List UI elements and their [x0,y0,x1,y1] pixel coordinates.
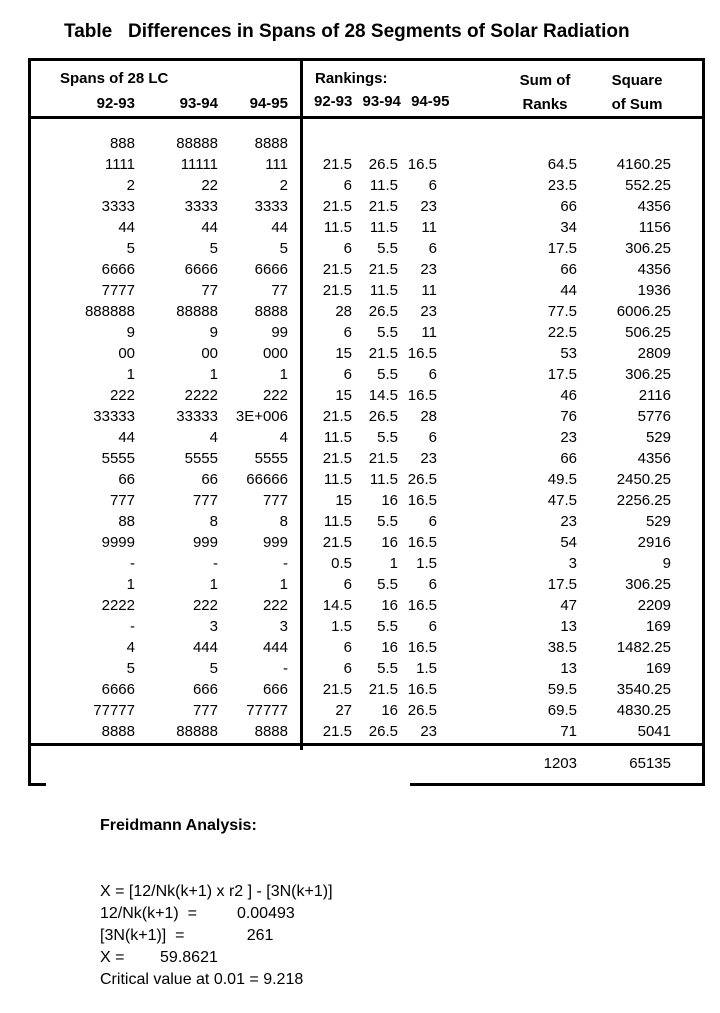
span-92-93-cell: 00 [118,345,135,362]
square-of-sum-cell: 3540.25 [616,681,671,698]
square-of-sum-header-line1: Square [611,72,663,89]
span-94-95-cell: 1 [279,576,288,593]
span-92-93-cell: - [130,618,135,635]
rank-92-93-cell: 1.5 [331,618,352,635]
square-of-sum-cell: 6006.25 [616,303,671,320]
rank-94-95-cell: 6 [428,618,437,635]
sum-of-ranks-header-line2: Ranks [522,96,568,113]
square-of-sum-cell: 2209 [637,597,671,614]
span-92-93-cell: 5 [126,660,135,677]
rank-92-93-cell: 11.5 [323,471,352,488]
span-92-93-cell: 2 [126,177,135,194]
rank-94-95-cell: 6 [428,177,437,194]
rank-92-93-cell: 28 [335,303,352,320]
table-row [31,175,671,196]
span-93-94-cell: 2222 [184,387,218,404]
sum-of-ranks-cell: 69.5 [547,702,577,719]
span-93-94-cell: 88888 [176,135,218,152]
rank-93-94-cell: 26.5 [368,723,398,740]
sum-of-ranks-cell: 47 [560,597,577,614]
rank-92-93-cell: 21.5 [322,534,352,551]
rank-93-94-cell: 5.5 [377,240,398,257]
rank-94-95-cell: 23 [420,450,437,467]
rank-93-94-cell: 16 [381,597,398,614]
square-of-sum-cell: 2116 [638,387,671,404]
table-row [31,448,671,469]
rank-93-94-cell: 5.5 [377,513,398,530]
table-row [31,322,671,343]
span-94-95-cell: 222 [262,387,288,404]
square-of-sum-cell: 1482.25 [616,639,671,656]
table-row [31,301,671,322]
rank-93-94-cell: 21.5 [368,681,398,698]
span-94-95-cell: 5 [279,240,288,257]
span-94-95-cell: 77777 [246,702,288,719]
table-row [31,616,671,637]
span-94-95-cell: 222 [262,597,288,614]
analysis-line: 12/Nk(k+1) = 0.00493 [100,905,295,922]
span-94-95-cell: 66666 [246,471,288,488]
friedmann-analysis-block [100,771,333,1013]
sum-of-ranks-cell: 76 [560,408,577,425]
rank-93-94-cell: 21.5 [368,198,398,215]
square-of-sum-cell: 5776 [637,408,671,425]
square-of-sum-cell: 5041 [637,723,671,740]
span-94-95-cell: 8888 [254,723,288,740]
square-of-sum-cell: 529 [645,513,671,530]
table-row [31,595,671,616]
square-of-sum-cell: 552.25 [625,177,671,194]
span-92-93-cell: - [130,555,135,572]
sum-of-ranks-cell: 66 [560,261,577,278]
span-92-93-cell: 9999 [101,534,135,551]
span-92-93-cell: 3333 [101,198,135,215]
analysis-lines [100,881,333,991]
sum-of-ranks-cell [437,133,577,154]
sum-of-ranks-cell: 46 [560,387,577,404]
span-92-93-cell: 888888 [84,303,135,320]
square-of-sum-cell: 2450.25 [616,471,671,488]
rank-94-95-cell: 11 [421,282,437,299]
rankings-col-headers: 92-93 93-94 94-95 [314,93,450,110]
rank-94-95-cell: 26.5 [407,702,437,719]
span-93-94-cell: 1 [209,366,218,383]
span-93-94-cell: 5 [209,240,218,257]
sum-of-ranks-cell: 13 [560,618,577,635]
span-94-95-cell: 8 [279,513,288,530]
span-93-94-cell: 88888 [176,303,218,320]
span-94-95-cell: 8888 [254,303,288,320]
square-of-sum-cell: 2809 [637,345,671,362]
rank-93-94-cell: 11.5 [369,219,398,236]
rank-94-95-cell: 16.5 [407,597,437,614]
rank-94-95-cell: 26.5 [407,471,437,488]
span-94-95-cell: 666 [262,681,288,698]
sum-of-ranks-cell: 3 [568,555,577,572]
sum-of-ranks-cell: 23 [560,513,577,530]
span-92-93-cell: 888 [109,135,135,152]
rank-94-95-cell: 6 [428,429,437,446]
table-row [31,406,671,427]
table-row [31,217,671,238]
rank-94-95-cell: 11 [421,324,437,341]
table-row [31,679,671,700]
span-93-94-cell: 777 [192,492,218,509]
span-94-95-cell: 3333 [254,198,288,215]
square-of-sum-cell: 506.25 [625,324,671,341]
square-of-sum-cell: 4356 [637,261,671,278]
span-92-93-cell: 9 [126,324,135,341]
table-row [31,364,671,385]
span-92-93-cell: 88 [118,513,135,530]
table-row [31,427,671,448]
sum-of-ranks-cell: 54 [560,534,577,551]
rank-93-94-cell: 11.5 [369,471,398,488]
square-of-sum-cell: 306.25 [625,576,671,593]
span-94-95-cell: - [283,660,288,677]
sum-of-ranks-header [505,69,585,117]
span-92-93-cell: 1 [126,576,135,593]
rank-94-95-cell: 16.5 [407,156,437,173]
span-93-94-cell: 66 [201,471,218,488]
sum-of-ranks-total: 1203 [543,755,577,772]
rank-94-95-cell: 23 [420,198,437,215]
rank-93-94-cell: 21.5 [368,450,398,467]
sum-of-ranks-cell: 66 [560,450,577,467]
span-93-94-cell: 444 [192,639,218,656]
square-of-sum-cell: 1936 [637,282,671,299]
square-of-sum-cell [577,133,671,154]
span-94-95-cell: 77 [271,282,288,299]
span-94-95-cell: 999 [262,534,288,551]
analysis-line: [3N(k+1)] = 261 [100,927,274,944]
rank-94-95-cell: 16.5 [407,387,437,404]
rank-94-95-cell: 1.5 [416,660,437,677]
square-of-sum-cell: 529 [645,429,671,446]
rank-92-93-cell: 21.5 [322,681,352,698]
rank-94-95-cell [398,133,437,154]
table-row [31,532,671,553]
rank-93-94-cell: 21.5 [368,345,398,362]
span-94-95-cell: 3E+006 [235,408,288,425]
square-of-sum-cell: 4830.25 [616,702,671,719]
square-of-sum-cell: 2256.25 [616,492,671,509]
span-92-93-cell: 2222 [101,597,135,614]
spans-col-header-94-95: 94-95 [249,95,288,112]
rankings-group-header: Rankings: [315,70,388,87]
span-94-95-cell: 2 [279,177,288,194]
span-94-95-cell: 3 [279,618,288,635]
rank-92-93-cell: 6 [343,240,352,257]
table-row [31,133,671,154]
span-93-94-cell: 77 [201,282,218,299]
rank-94-95-cell: 23 [420,303,437,320]
rank-93-94-cell: 21.5 [368,261,398,278]
rank-94-95-cell: 6 [428,366,437,383]
rank-94-95-cell: 1.5 [416,555,437,572]
rank-92-93-cell: 6 [343,366,352,383]
span-92-93-cell: 1111 [104,156,135,173]
square-of-sum-cell: 2916 [637,534,671,551]
span-92-93-cell: 44 [118,219,135,236]
sum-of-ranks-cell: 53 [560,345,577,362]
span-93-94-cell: 11111 [180,156,218,173]
span-94-95-cell: 111 [265,156,288,173]
span-94-95-cell: 000 [262,345,288,362]
span-92-93-cell: 777 [109,492,135,509]
span-93-94-cell: 666 [192,681,218,698]
rank-92-93-cell: 11.5 [323,219,352,236]
span-94-95-cell: 1 [279,366,288,383]
rank-92-93-cell: 11.5 [323,513,352,530]
span-93-94-cell: 777 [192,702,218,719]
sum-of-ranks-cell: 17.5 [547,240,577,257]
rank-92-93-cell: 0.5 [331,555,352,572]
sum-of-ranks-cell: 17.5 [547,366,577,383]
rank-93-94-cell: 14.5 [368,387,398,404]
sum-of-ranks-cell: 64.5 [547,156,577,173]
sum-of-ranks-cell: 23.5 [547,177,577,194]
table-row [31,469,671,490]
rank-93-94-cell: 5.5 [377,576,398,593]
rank-92-93-cell: 6 [343,660,352,677]
header-separator-line [28,116,705,119]
span-93-94-cell: - [213,555,218,572]
square-of-sum-cell: 306.25 [625,240,671,257]
span-92-93-cell: 66 [118,471,135,488]
rank-93-94-cell: 11.5 [369,177,398,194]
spans-group-header: Spans of 28 LC [60,70,169,87]
sum-of-ranks-cell: 71 [560,723,577,740]
table-row [31,280,671,301]
sum-of-ranks-cell: 17.5 [547,576,577,593]
rank-92-93-cell: 6 [343,639,352,656]
spans-col-header-92-93: 92-93 [96,95,135,112]
rank-92-93-cell: 21.5 [322,261,352,278]
table-row [31,700,671,721]
sum-of-ranks-cell: 47.5 [547,492,577,509]
rank-93-94-cell: 16 [381,492,398,509]
sum-of-ranks-cell: 49.5 [547,471,577,488]
sum-of-ranks-cell: 38.5 [547,639,577,656]
rank-93-94-cell: 5.5 [377,660,398,677]
rank-93-94-cell: 11.5 [369,282,398,299]
friedmann-analysis-heading: Freidmann Analysis: [100,817,257,834]
rank-94-95-cell: 11 [421,219,437,236]
table-row [31,154,671,175]
square-of-sum-cell: 4356 [637,198,671,215]
span-94-95-cell: - [283,555,288,572]
rank-94-95-cell: 6 [428,240,437,257]
span-92-93-cell: 6666 [101,681,135,698]
span-92-93-cell: 44 [118,429,135,446]
rank-92-93-cell: 21.5 [322,723,352,740]
square-of-sum-header [593,69,681,117]
square-of-sum-cell: 1156 [638,219,671,236]
span-92-93-cell: 1 [126,366,135,383]
span-93-94-cell: 22 [201,177,218,194]
square-of-sum-cell: 169 [645,660,671,677]
rank-94-95-cell: 6 [428,513,437,530]
sum-of-ranks-header-line1: Sum of [519,72,571,89]
rank-94-95-cell: 16.5 [407,681,437,698]
rank-92-93-cell: 6 [343,324,352,341]
rank-94-95-cell: 23 [420,723,437,740]
rank-93-94-cell: 26.5 [368,303,398,320]
table-row [31,658,671,679]
table-row [31,511,671,532]
rank-92-93-cell: 27 [335,702,352,719]
square-of-sum-cell: 169 [645,618,671,635]
rank-94-95-cell: 6 [428,576,437,593]
span-93-94-cell: 5555 [184,450,218,467]
span-93-94-cell: 3333 [184,198,218,215]
table-row [31,196,671,217]
analysis-line: X = [12/Nk(k+1) x r2 ] - [3N(k+1)] [100,883,333,900]
square-of-sum-cell: 9 [662,555,671,572]
span-93-94-cell: 4 [209,429,218,446]
rank-92-93-cell: 6 [343,576,352,593]
sum-of-ranks-cell: 66 [560,198,577,215]
sum-of-ranks-cell: 13 [560,660,577,677]
rank-92-93-cell: 15 [335,492,352,509]
rank-93-94-cell: 5.5 [377,366,398,383]
analysis-line: Critical value at 0.01 = 9.218 [100,971,304,988]
spans-col-header-93-94: 93-94 [179,95,218,112]
span-92-93-cell: 4 [126,639,135,656]
sum-of-ranks-cell: 22.5 [547,324,577,341]
rank-92-93-cell: 21.5 [322,450,352,467]
span-92-93-cell: 7777 [101,282,135,299]
span-93-94-cell: 222 [192,597,218,614]
rank-93-94-cell: 26.5 [368,156,398,173]
square-of-sum-total: 65135 [629,755,671,772]
rank-93-94-cell: 1 [389,555,398,572]
span-93-94-cell: 44 [201,219,218,236]
table-row [31,259,671,280]
table-row [31,238,671,259]
rank-94-95-cell: 16.5 [407,639,437,656]
sum-of-ranks-cell: 44 [560,282,577,299]
span-94-95-cell: 4 [279,429,288,446]
span-94-95-cell: 99 [271,324,288,341]
square-of-sum-header-line2: of Sum [611,96,663,113]
span-94-95-cell: 44 [271,219,288,236]
span-94-95-cell: 8888 [254,135,288,152]
data-table [28,58,705,786]
span-93-94-cell: 88888 [176,723,218,740]
table-row [31,385,671,406]
span-93-94-cell: 999 [192,534,218,551]
span-92-93-cell: 222 [109,387,135,404]
table-row [31,343,671,364]
rank-92-93-cell [288,133,352,154]
rank-93-94-cell: 5.5 [377,618,398,635]
span-92-93-cell: 5 [126,240,135,257]
rank-93-94-cell: 16 [381,702,398,719]
rank-92-93-cell: 11.5 [323,429,352,446]
sum-of-ranks-cell: 77.5 [547,303,577,320]
span-94-95-cell: 777 [262,492,288,509]
table-row [31,490,671,511]
span-94-95-cell: 6666 [254,261,288,278]
span-94-95-cell: 444 [262,639,288,656]
rank-92-93-cell: 14.5 [322,597,352,614]
rank-92-93-cell: 21.5 [322,282,352,299]
rank-92-93-cell: 21.5 [322,156,352,173]
span-93-94-cell: 8 [209,513,218,530]
rank-92-93-cell: 21.5 [322,408,352,425]
span-93-94-cell: 00 [201,345,218,362]
rank-94-95-cell: 23 [420,261,437,278]
span-92-93-cell: 8888 [101,723,135,740]
rank-92-93-cell: 15 [335,387,352,404]
table-rows [31,133,671,742]
span-92-93-cell: 5555 [101,450,135,467]
rank-92-93-cell: 6 [343,177,352,194]
rank-92-93-cell: 15 [335,345,352,362]
square-of-sum-cell: 306.25 [625,366,671,383]
rank-93-94-cell: 26.5 [368,408,398,425]
span-92-93-cell: 33333 [93,408,135,425]
table-row [31,721,671,742]
square-of-sum-cell: 4356 [637,450,671,467]
sum-of-ranks-cell: 34 [560,219,577,236]
rank-93-94-cell: 16 [381,534,398,551]
rank-94-95-cell: 16.5 [407,345,437,362]
rank-92-93-cell: 21.5 [322,198,352,215]
sum-of-ranks-cell: 23 [560,429,577,446]
span-93-94-cell: 9 [209,324,218,341]
span-92-93-cell: 77777 [93,702,135,719]
rank-94-95-cell: 28 [420,408,437,425]
table-row [31,553,671,574]
rank-93-94-cell: 16 [381,639,398,656]
analysis-line: X = 59.8621 [100,949,218,966]
rank-94-95-cell: 16.5 [407,492,437,509]
span-94-95-cell: 5555 [254,450,288,467]
totals-separator-line [28,743,705,746]
span-93-94-cell: 5 [209,660,218,677]
rank-93-94-cell [352,133,398,154]
sum-of-ranks-cell: 59.5 [547,681,577,698]
table-row [31,637,671,658]
span-93-94-cell: 3 [209,618,218,635]
rank-94-95-cell: 16.5 [407,534,437,551]
table-title: Table Differences in Spans of 28 Segments of Solar Radiation [64,21,630,42]
span-93-94-cell: 33333 [176,408,218,425]
rank-93-94-cell: 5.5 [377,429,398,446]
span-92-93-cell: 6666 [101,261,135,278]
square-of-sum-cell: 4160.25 [616,156,671,173]
table-row [31,574,671,595]
rank-93-94-cell: 5.5 [377,324,398,341]
span-93-94-cell: 6666 [184,261,218,278]
span-93-94-cell: 1 [209,576,218,593]
